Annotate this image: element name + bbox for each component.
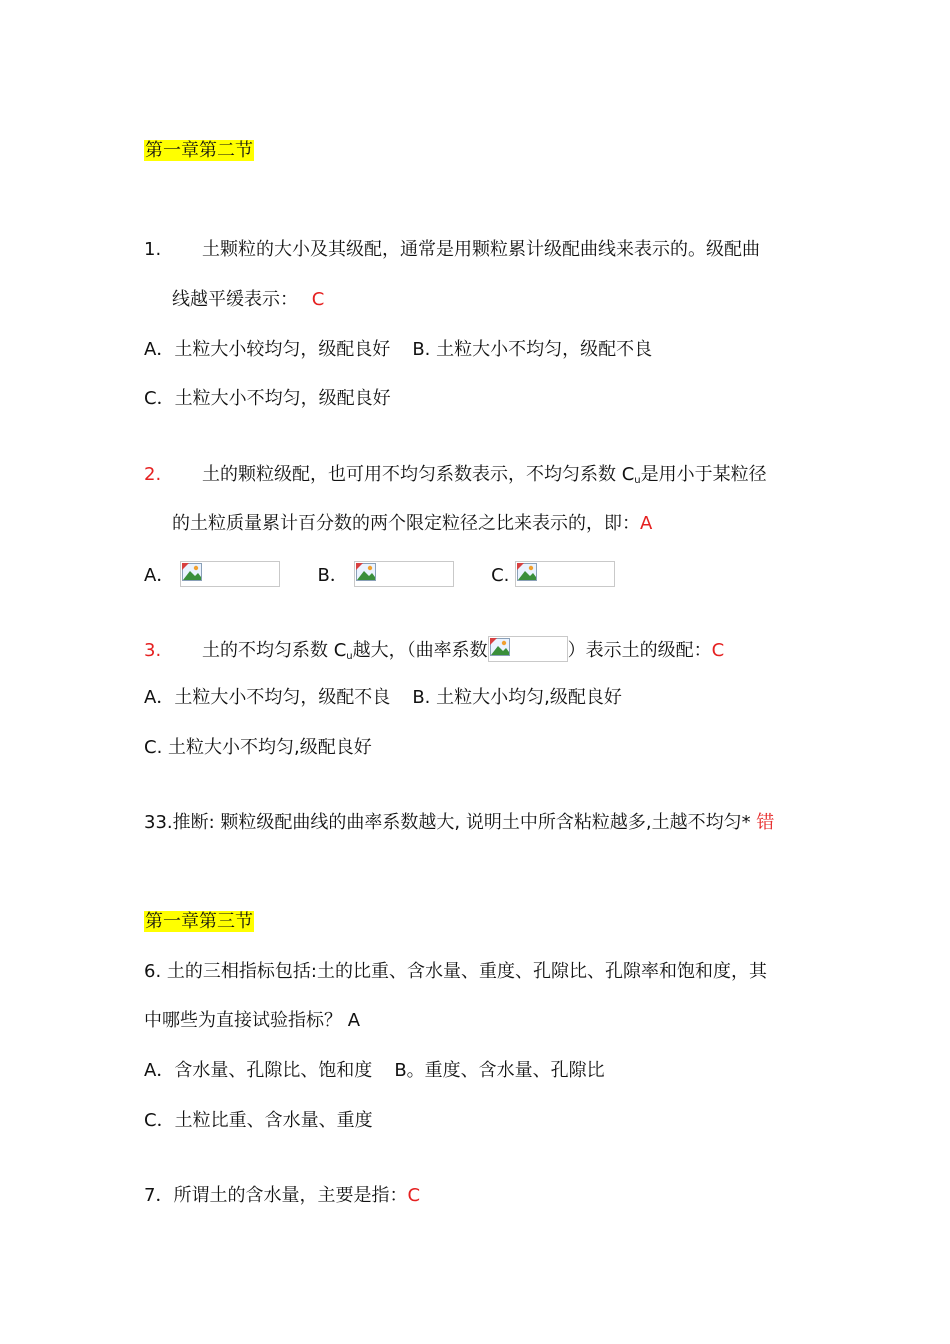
question-1-option-c xyxy=(144,387,391,411)
question-1-options-ab xyxy=(144,338,652,362)
broken-image-icon xyxy=(490,638,510,656)
broken-image-icon xyxy=(356,563,376,581)
section-heading xyxy=(144,910,254,934)
answer: A xyxy=(640,513,653,534)
option-a: A．含水量、孔隙比、饱和度 xyxy=(144,1060,373,1081)
option-a: A． xyxy=(144,565,175,586)
question-number: 2. xyxy=(144,464,162,485)
question-number: 1. xyxy=(144,239,162,260)
question-text: 是用小于某粒径 xyxy=(640,464,767,485)
question-text: 土颗粒的大小及其级配，通常是用颗粒累计级配曲线来表示的。级配曲 xyxy=(202,239,760,260)
question-text: 7．所谓土的含水量，主要是指： xyxy=(144,1185,408,1206)
option-b: B． xyxy=(317,565,348,586)
question-2-options xyxy=(144,561,615,588)
option-c: C. xyxy=(491,565,510,586)
question-6-options-ab xyxy=(144,1059,605,1083)
question-6-line-1 xyxy=(144,960,767,984)
question-3-option-c xyxy=(144,736,372,760)
formula-image-c xyxy=(515,561,615,587)
question-7 xyxy=(144,1184,420,1208)
question-text: 土的颗粒级配，也可用不均匀系数表示，不均匀系数 C xyxy=(202,464,635,485)
question-text: 的土粒质量累计百分数的两个限定粒径之比来表示的，即： xyxy=(172,513,640,534)
subscript: u xyxy=(634,475,641,486)
question-33 xyxy=(144,811,774,835)
subscript: u xyxy=(346,651,353,662)
formula-image-a xyxy=(180,561,280,587)
answer: 错 xyxy=(756,812,775,833)
question-text: 6. 土的三相指标包括:土的比重、含水量、重度、孔隙比、孔隙率和饱和度，其 xyxy=(144,961,767,982)
question-text: 中哪些为直接试验指标？ A xyxy=(144,1010,361,1031)
question-number: 3. xyxy=(144,640,162,661)
question-text: 土的不均匀系数 C xyxy=(202,640,347,661)
option-c: C．土粒比重、含水量、重度 xyxy=(144,1110,373,1131)
question-2-line-2 xyxy=(172,512,652,536)
question-text: 越大，（曲率系数 xyxy=(352,640,488,661)
question-2-line-1 xyxy=(144,463,767,487)
question-3-line xyxy=(144,636,724,663)
question-1-line-1 xyxy=(144,238,760,262)
option-a: A．土粒大小不均匀，级配不良 xyxy=(144,687,391,708)
broken-image-icon xyxy=(182,563,202,581)
section-heading xyxy=(144,139,254,163)
section-title: 第一章第三节 xyxy=(145,911,253,932)
question-6-option-c xyxy=(144,1109,373,1133)
broken-image-icon xyxy=(517,563,537,581)
question-3-options-ab xyxy=(144,686,622,710)
question-6-line-2 xyxy=(144,1009,360,1033)
answer: C xyxy=(407,1185,421,1206)
formula-image-b xyxy=(354,561,454,587)
option-a: A．土粒大小较均匀，级配良好 xyxy=(144,339,391,360)
question-text: ）表示土的级配： xyxy=(567,640,712,661)
option-c: C．土粒大小不均匀，级配良好 xyxy=(144,388,391,409)
formula-image xyxy=(488,636,568,662)
question-text: 线越平缓表示： xyxy=(172,289,298,310)
option-c: C. 土粒大小不均匀,级配良好 xyxy=(144,737,372,758)
option-b: B. 土粒大小不均匀，级配不良 xyxy=(412,339,653,360)
answer: C xyxy=(711,640,725,661)
option-b: B。重度、含水量、孔隙比 xyxy=(394,1060,605,1081)
option-b: B. 土粒大小均匀,级配良好 xyxy=(412,687,622,708)
question-text: 33.推断: 颗粒级配曲线的曲率系数越大, 说明土中所含粘粒越多,土越不均匀* xyxy=(144,812,751,833)
question-1-line-2 xyxy=(172,288,324,312)
section-title: 第一章第二节 xyxy=(145,140,253,161)
answer: C xyxy=(311,289,325,310)
